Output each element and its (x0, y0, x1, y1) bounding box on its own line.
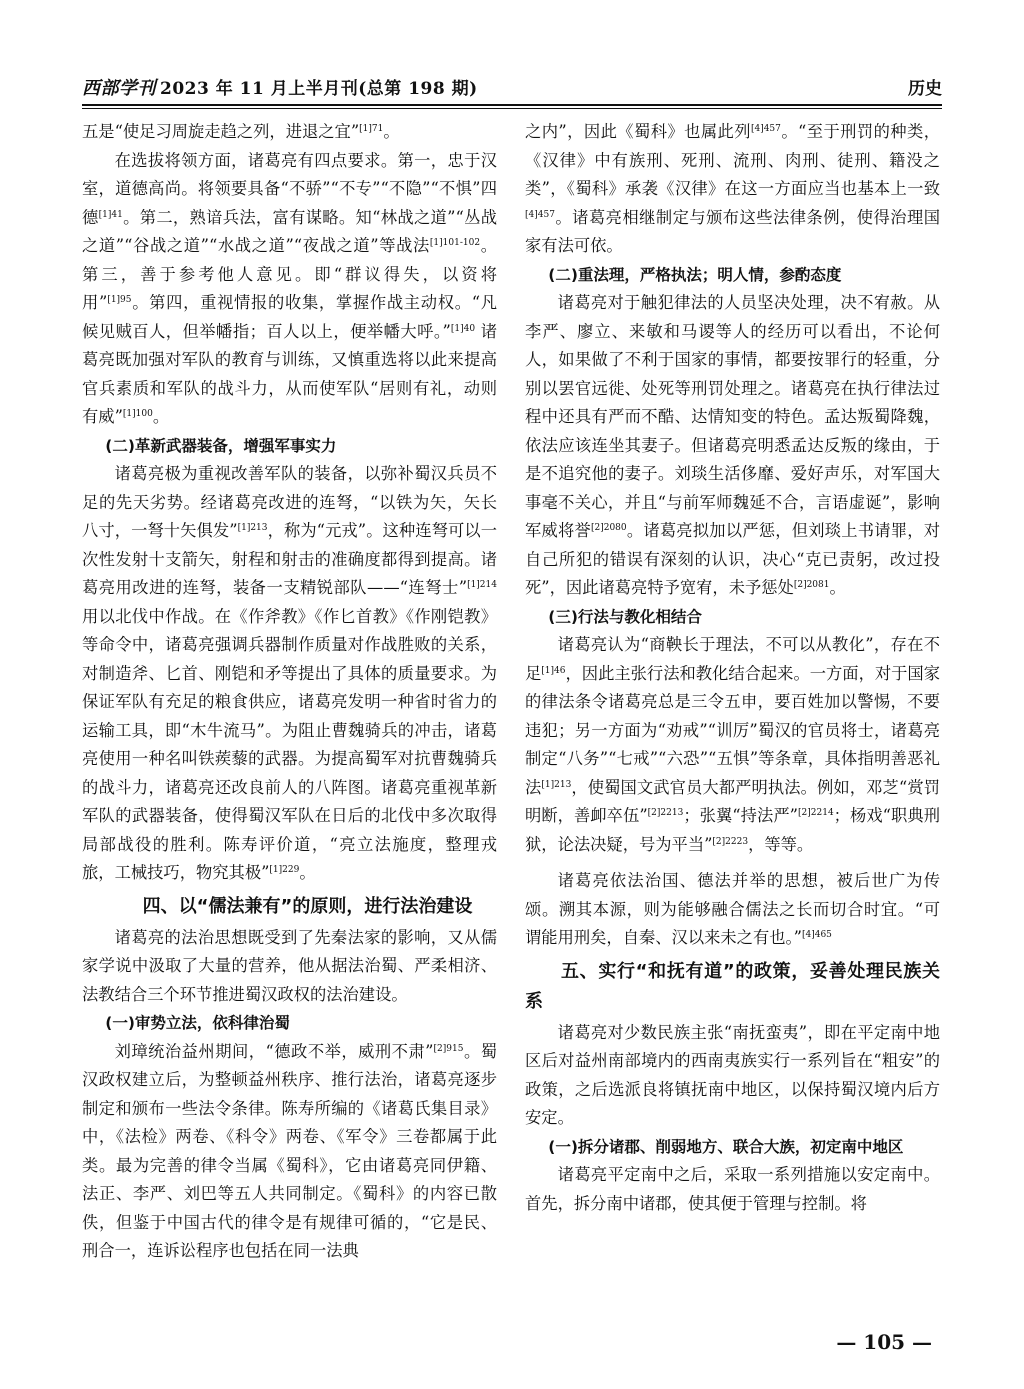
paragraph: 之内”，因此《蜀科》也属此列$^{[4]457}$。“至于刑罚的种类，《汉律》中有族刑、死刑、流刑、肉刑、徒刑、籍没之类”，《蜀科》承袭《汉律》在这一方面应当也基本上一致$^{[4]457}$。诸葛亮相继制定与颁布这些法律条例，使得治理国家有法可依。 (525, 122, 941, 255)
section-heading: 五、实行“和抚有道”的政策，妥善处理民族关系 (525, 960, 940, 1012)
subsection-heading: (二)革新武器装备，增强军事实力 (105, 436, 337, 455)
paragraph: 诸葛亮对于触犯律法的人员坚决处理，决不宥赦。从李严、廖立、来敏和马谡等人的经历可以看出，不论何人，如果做了不利于国家的事情，都要按罪行的轻重，分别以罢官远徙、处死等刑罚处理之。诸葛亮在执行律法过程中还具有严而不酷、达情知变的特色。孟达叛蜀降魏，依法应该连坐其妻子。但诸葛亮明悉孟达反叛的缘由，于是不追究他的妻子。刘琰生活侈靡、爱好声乐，对军国大事毫不关心，并且“与前军师魏延不合，言语虚诞”，影响军威将誉$^{[2]2080}$。诸葛亮拟加以严惩，但刘琰上书请罪，对自己所犯的错误有深刻的认识，决心“克已责躬，改过投死”，因此诸葛亮特予宽宥，未予惩处$^{[2]2081}$。 (525, 293, 940, 597)
paragraph: 诸葛亮认为“商鞅长于理法，不可以从教化”，存在不足$^{[1]46}$，因此主张行法和教化结合起来。一方面，对于国家的律法条令诸葛亮总是三令五申，要百姓加以警惕，不要违犯；另一方面为“劝戒”“训厉”蜀汉的官员将士，诸葛亮制定“八务”“七戒”“六恐”“五惧”等条章，具体指明善恶礼法$^{[1]213}$，使蜀国文武官员大都严明执法。例如，邓芝“赏罚明断，善卹卒伍”$^{[2]2213}$；张翼“持法严”$^{[2]2214}$；杨戏“职典刑狱，论法决疑，号为平当”$^{[2]2223}$，等等。 (525, 635, 940, 854)
right-column (525, 118, 940, 1218)
paragraph: 刘璋统治益州期间，“德政不举，威刑不肃”$^{[2]915}$。蜀汉政权建立后，为整顿益州秩序、推行法治，诸葛亮逐步制定和颁布一些法令条律。陈寿所编的《诸葛氏集目录》中，《法检》两卷、《科令》两卷、《军令》三卷都属于此类。最为完善的律令当属《蜀科》，它由诸葛亮同伊籍、法正、李严、刘巴等五人共同制定。《蜀科》的内容已散佚，但鉴于中国古代的律令是有规律可循的，“它是民、刑合一，连诉讼程序也包括在同一法典 (82, 1041, 497, 1260)
header-rule (82, 104, 942, 106)
paragraph: 诸葛亮极为重视改善军队的装备，以弥补蜀汉兵员不足的先天劣势。经诸葛亮改进的连弩，“以铁为矢，矢长八寸，一弩十矢俱发”$^{[1]213}$，称为“元戎”。这种连弩可以一次性发射十支箭矢，射程和射击的准确度都得到提高。诸葛亮用改进的连弩，装备一支精锐部队——“连弩士”$^{[1]214}$ 用以北伐中作战。在《作斧教》《作匕首教》《作刚铠教》等命令中，诸葛亮强调兵器制作质量对作战胜败的关系，对制造斧、匕首、刚铠和矛等提出了具体的质量要求。为保证军队有充足的粮食供应，诸葛亮发明一种省时省力的运输工具，即“木牛流马”。为阻止曹魏骑兵的冲击，诸葛亮使用一种名叫铁蒺藜的武器。为提高蜀军对抗曹魏骑兵的战斗力，诸葛亮还改良前人的八阵图。诸葛亮重视革新军队的武器装备，使得蜀汉军队在日后的北伐中多次取得局部战役的胜利。陈寿评价道，“亮立法施度，整理戎旅，工械技巧，物究其极”$^{[1]229}$。 (82, 464, 498, 882)
paragraph: 诸葛亮平定南中之后，采取一系列措施以安定南中。首先，拆分南中诸郡，使其便于管理与控制。将 (525, 1165, 940, 1213)
subsection-heading: (三)行法与教化相结合 (548, 607, 702, 626)
subsection-heading: (一)拆分诸郡、削弱地方、联合大族，初定南中地区 (548, 1137, 904, 1156)
journal-issue (82, 74, 478, 100)
section-heading: 四、以“儒法兼有”的原则，进行法治建设 (142, 895, 473, 917)
section-title: 历史 (908, 79, 942, 99)
paragraph: 诸葛亮对少数民族主张“南抚蛮夷”，即在平定南中地区后对益州南部境内的西南夷族实行一系列旨在“粗安”的政策，之后选派良将镇抚南中地区，以保持蜀汉境内后方安定。 (525, 1022, 940, 1127)
paragraph: 在选拔将领方面，诸葛亮有四点要求。第一，忠于汉室，道德高尚。将领要具备“不骄”“不专”“不隐”“不惧”四德$^{[1]41}$。第二，熟谙兵法，富有谋略。知“林战之道”“丛战之道”“谷战之道”“水战之道”“夜战之道”等战法$^{[1]101-102}$。第三，善于参考他人意见。即“群议得失，以资将用”$^{[1]95}$。第四，重视情报的收集，掌握作战主动权。“凡候见贼百人，但举幡指；百人以上，便举幡大呼。”$^{[1]40}$ 诸葛亮既加强对军队的教育与训练，又慎重选将以此来提高官兵素质和军队的战斗力，从而使军队“居则有礼，动则有威”$^{[1]100}$。 (82, 150, 498, 426)
page-number: — 105 — (836, 1330, 932, 1354)
subsection-heading: (二)重法理，严格执法；明人情，参酌态度 (548, 265, 842, 284)
journal-logo: 西部学刊 (82, 78, 156, 99)
paragraph: 五是“使足习周旋走趋之列，进退之宜”$^{[1]71}$。 (82, 122, 400, 141)
subsection-heading: (一)审势立法，依科律治蜀 (105, 1014, 290, 1032)
paragraph: 诸葛亮依法治国、德法并举的思想，被后世广为传颂。溯其本源，则为能够融合儒法之长而切合时宜。“可谓能用刑矣，自秦、汉以来未之有也。”$^{[4]465}$ (525, 871, 940, 947)
issue-text: 2023 年 11 月上半月刊(总第 198 期) (160, 79, 478, 99)
page-header (82, 66, 942, 106)
paragraph: 诸葛亮的法治思想既受到了先秦法家的影响，又从儒家学说中汲取了大量的营养，他从据法治蜀、严柔相济、法教结合三个环节推进蜀汉政权的法治建设。 (82, 927, 497, 1004)
left-column (82, 118, 497, 1266)
header-rule-thin (82, 108, 942, 109)
